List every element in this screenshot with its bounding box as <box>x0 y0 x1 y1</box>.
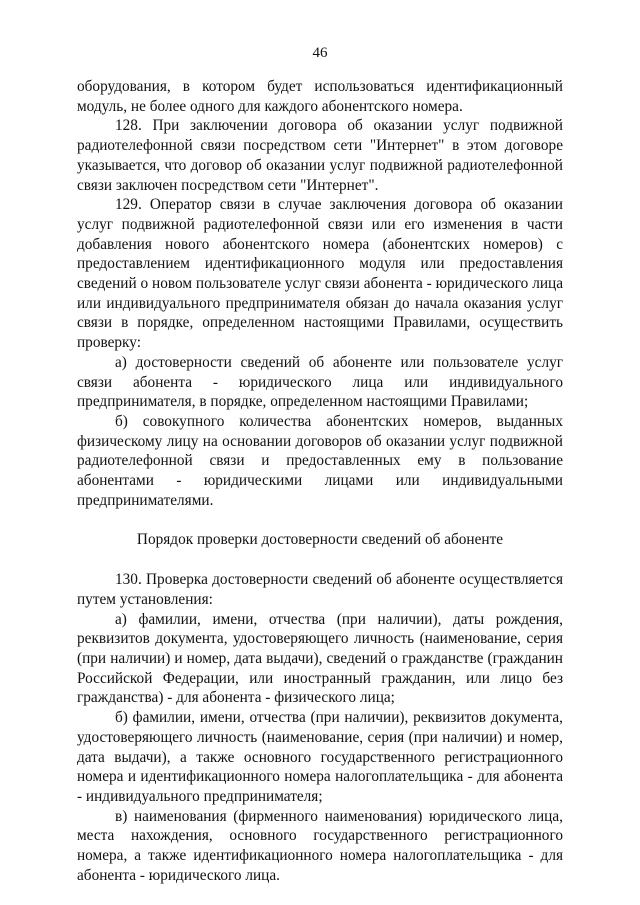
paragraph-129-a: а) достоверности сведений об абоненте или пользователе услуг связи абонента - юридического лица или индивидуального предпринимателя, в порядке, определенном настоящими Правилами; <box>77 353 563 411</box>
paragraph-129-b: б) совокупного количества абонентских номеров, выданных физическому лицу на основании договоров об оказании услуг подвижной радиотелефонной связи и предоставленных ему в пользование абонентами - юридическими лицами или индивидуальными предпринимателями. <box>77 412 563 509</box>
paragraph-130-c: в) наименования (фирменного наименования) юридического лица, места нахождения, основного государственного регистрационного номера, а также идентификационного номера налогоплательщика - для абонента - юридического лица. <box>77 807 563 884</box>
section-heading: Порядок проверки достоверности сведений об абоненте <box>136 531 504 549</box>
paragraph-continuation: оборудования, в котором будет использоваться идентификационный модуль, не более одного для каждого абонентского номера. <box>77 78 563 115</box>
paragraph-130-b: б) фамилии, имени, отчества (при наличии), реквизитов документа, удостоверяющего личность (наименование, серия (при наличии) и номер, дата выдачи), а также основного государственного регистрационного номера и идентификационного номера налогоплательщика - для абонента - индивидуального предпринимателя; <box>77 709 563 805</box>
paragraph-128: 128. При заключении договора об оказании услуг подвижной радиотелефонной связи посредством сети "Интернет" в этом договоре указывается, что договор об оказании услуг подвижной радиотелефонной связи заключен посредством сети "Интернет". <box>77 117 563 194</box>
paragraph-129: 129. Оператор связи в случае заключения договора об оказании услуг подвижной радиотелефонной связи или его изменения в части добавления нового абонентского номера (абонентских номеров) с предоставлением идентификационного модуля или предоставления сведений о новом пользователе услуг связи абонента - юридического лица или индивидуального предпринимателя обязан до начала оказания услуг связи в порядке, определенном настоящими Правилами, осуществить проверку: <box>77 196 563 352</box>
document-body <box>77 77 563 885</box>
page-number: 46 <box>312 45 328 61</box>
paragraph-130-a: а) фамилии, имени, отчества (при наличии), даты рождения, реквизитов документа, удостоверяющего личность (наименование, серия (при наличии) и номер, дата выдачи), сведений о гражданстве (гражданин Российской Федерации, или иностранный гражданин, или лицо без гражданства) - для абонента - физического лица; <box>77 610 563 707</box>
paragraph-130: 130. Проверка достоверности сведений об абоненте осуществляется путем установления: <box>77 571 563 608</box>
